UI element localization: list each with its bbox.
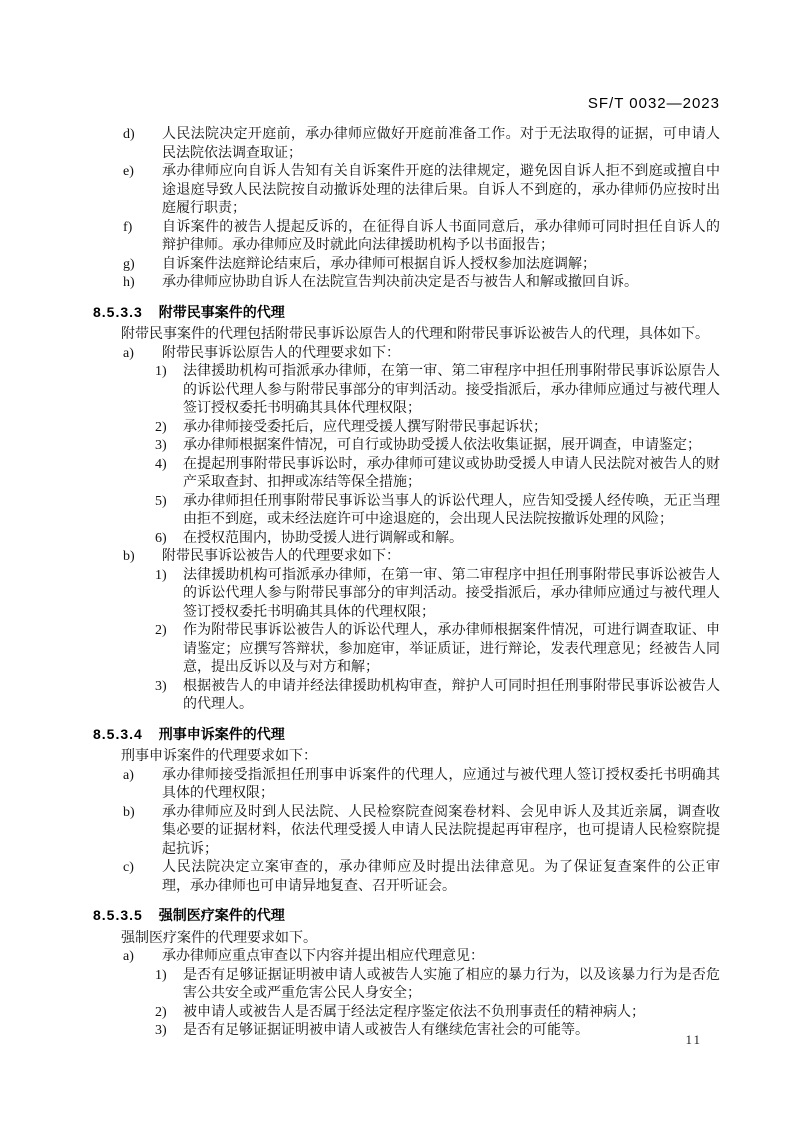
section-heading-8535 (93, 906, 720, 925)
section-title: 附带民事案件的代理 (158, 303, 285, 320)
sublist-item-label: 2) (155, 1004, 167, 1020)
sublist-item-text: 在授权范围内，协助受援人进行调解或和解。 (183, 530, 463, 546)
sublist-item-label: 1) (155, 567, 167, 583)
list-item-label: a) (123, 345, 134, 361)
list-item-g (93, 256, 720, 275)
list-item-text: 承办律师应重点审查以下内容并提出相应代理意见： (162, 949, 484, 964)
list-item-text: 承办律师接受指派担任刑事申诉案件的代理人，应通过与被代理人签订授权委托书明确其具体的代理权限； (162, 767, 720, 801)
list-item-label: d) (123, 127, 135, 142)
sublist-item-label: 3) (155, 438, 167, 453)
sublist-item-text: 法律援助机构可指派承办律师，在第一审、第二审程序中担任刑事附带民事诉讼原告人的诉讼代理人参与附带民事部分的审判活动。接受指派后，承办律师应通过与被代理人签订授权委托书明确其具体代理权限； (183, 364, 720, 416)
sublist-item-text: 法律援助机构可指派承办律师，在第一审、第二审程序中担任刑事附带民事诉讼被告人的诉讼代理人参与附带民事部分的审判活动。接受指派后，承办律师应通过与被代理人签订授权委托书明确其具体的代理权限； (183, 567, 720, 620)
section-title: 强制医疗案件的代理 (158, 907, 285, 923)
list-item-a (93, 948, 720, 967)
list-item-text: 人民法院决定立案审查的，承办律师应及时提出法律意见。为了保证复查案件的公正审理，承办律师也可申请异地复查、召开听证会。 (162, 860, 720, 894)
list-item-b (93, 804, 720, 860)
list-item-c (93, 859, 720, 896)
sublist-item-label: 2) (155, 419, 167, 435)
list-item-label: h) (123, 275, 135, 290)
list-item-text: 附带民事诉讼原告人的代理要求如下： (162, 345, 400, 361)
list-item-b (93, 548, 720, 567)
sublist-item-text: 被申请人或被告人是否属于经法定程序鉴定依法不负刑事责任的精神病人； (183, 1004, 645, 1020)
sublist-item-1 (93, 363, 720, 419)
sublist-item-3 (93, 1022, 720, 1041)
sublist-item-label: 2) (155, 623, 167, 638)
list-item-text: 承办律师应及时到人民法院、人民检察院查阅案卷材料、会见申诉人及其近亲属，调查收集必要的证据材料，依法代理受援人申请人民法院提起再审程序，也可提请人民检察院提起抗诉； (162, 804, 720, 857)
sublist-item-3 (93, 678, 720, 715)
section-number: 8.5.3.4 (93, 725, 143, 742)
list-item-a (93, 767, 720, 804)
section-heading-8534 (93, 725, 720, 744)
list-item-e (93, 163, 720, 219)
list-item-text: 自诉案件的被告人提起反诉的，在征得自诉人书面同意后，承办律师可同时担任自诉人的辩护律师。承办律师应及时就此向法律援助机构予以书面报告； (162, 219, 720, 253)
list-item-text: 承办律师应协助自诉人在法院宣告判决前决定是否与被告人和解或撤回自诉。 (162, 275, 638, 290)
sublist-item-3 (93, 437, 720, 456)
section-intro: 附带民事案件的代理包括附带民事诉讼原告人的代理和附带民事诉讼被告人的代理，具体如下。 (121, 327, 709, 342)
sublist-item-label: 3) (155, 678, 167, 694)
sublist-item-2 (93, 1004, 720, 1023)
list-item-text: 附带民事诉讼被告人的代理要求如下： (162, 549, 400, 564)
sublist-item-text: 承办律师担任刑事附带民事诉讼当事人的诉讼代理人，应告知受援人经传唤，无正当理由拒不到庭，或未经法庭许可中途退庭的，会出现人民法院按撤诉处理的风险； (183, 493, 720, 527)
sublist-item-1 (93, 567, 720, 623)
sublist-item-text: 承办律师根据案件情况，可自行或协助受援人依法收集证据，展开调查，申请鉴定； (183, 438, 701, 453)
sublist-item-6 (93, 530, 720, 549)
list-item-label: a) (123, 767, 134, 783)
sublist-item-label: 3) (155, 1023, 167, 1038)
sublist-item-text: 根据被告人的申请并经法律援助机构审查，辩护人可同时担任刑事附带民事诉讼被告人的代理人。 (183, 678, 720, 712)
section-number: 8.5.3.5 (93, 907, 143, 923)
sublist-item-text: 作为附带民事诉讼被告人的诉讼代理人，承办律师根据案件情况，可进行调查取证、申请鉴定；应撰写答辩状，参加庭审，举证质证，进行辩论，发表代理意见；经被告人同意，提出反诉以及与对方和解； (183, 623, 720, 675)
sublist-item-1 (93, 967, 720, 1004)
list-item-label: f) (123, 219, 133, 235)
sublist-item-4 (93, 456, 720, 493)
sublist-item-5 (93, 493, 720, 530)
list-item-label: b) (123, 804, 135, 820)
standard-code-header: SF/T 0032—2023 (587, 95, 720, 112)
sublist-item-2 (93, 622, 720, 678)
list-item-d (93, 126, 720, 163)
list-item-label: g) (123, 256, 135, 272)
sublist-item-text: 是否有足够证据证明被申请人或被告人实施了相应的暴力行为，以及该暴力行为是否危害公共安全或严重危害公民人身安全； (183, 967, 720, 1001)
list-item-label: b) (123, 549, 135, 564)
page-content (93, 126, 720, 1041)
sublist-item-label: 1) (155, 364, 167, 379)
sublist-item-text: 承办律师接受委托后，应代理受援人撰写附带民事起诉状； (183, 419, 547, 435)
sublist-item-label: 5) (155, 493, 167, 509)
list-item-label: c) (123, 860, 134, 875)
list-item-label: e) (123, 164, 134, 179)
sublist-item-text: 在提起刑事附带民事诉讼时，承办律师可建议或协助受援人申请人民法院对被告人的财产采取查封、扣押或冻结等保全措施； (183, 456, 720, 490)
list-item-text: 承办律师应向自诉人告知有关自诉案件开庭的法律规定，避免因自诉人拒不到庭或擅自中途退庭导致人民法院按自动撤诉处理的法律后果。自诉人不到庭的，承办律师仍应按时出庭履行职责； (162, 164, 720, 216)
section-number: 8.5.3.3 (93, 303, 143, 320)
section-intro: 强制医疗案件的代理要求如下。 (121, 930, 317, 946)
section-intro: 刑事申诉案件的代理要求如下： (121, 749, 317, 764)
page-number: 11 (685, 1032, 702, 1047)
sublist-item-label: 6) (155, 530, 167, 546)
sublist-item-text: 是否有足够证据证明被申请人或被告人有继续危害社会的可能等。 (183, 1023, 589, 1038)
list-item-a (93, 345, 720, 364)
list-item-label: a) (123, 949, 134, 964)
section-heading-8533 (93, 303, 720, 322)
list-item-h (93, 274, 720, 293)
list-item-text: 人民法院决定开庭前，承办律师应做好开庭前准备工作。对于无法取得的证据，可申请人民法院依法调查取证； (162, 127, 720, 161)
sublist-item-2 (93, 419, 720, 438)
list-item-text: 自诉案件法庭辩论结束后，承办律师可根据自诉人授权参加法庭调解； (162, 256, 596, 272)
sublist-item-label: 4) (155, 456, 167, 472)
section-title: 刑事申诉案件的代理 (158, 725, 285, 742)
sublist-item-label: 1) (155, 967, 167, 983)
list-item-f (93, 219, 720, 256)
